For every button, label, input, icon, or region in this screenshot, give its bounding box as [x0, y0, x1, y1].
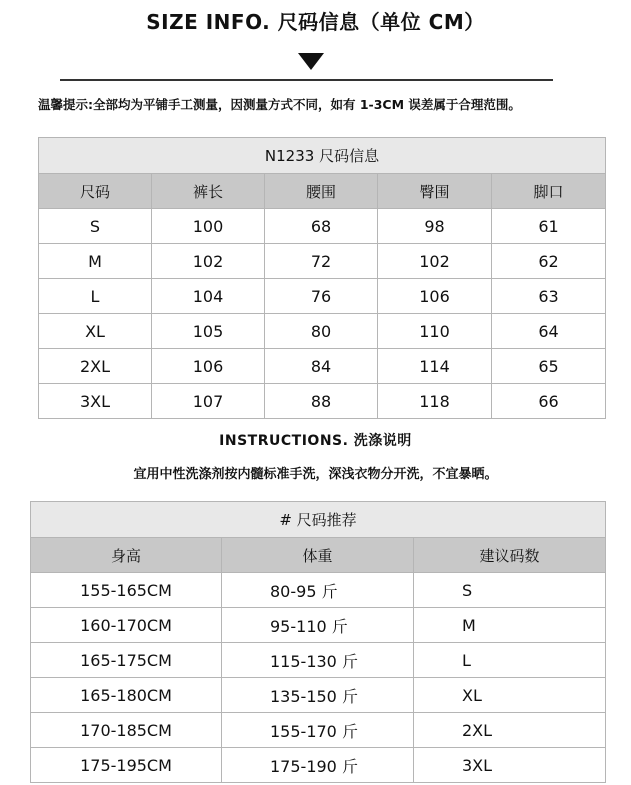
table-cell: 135-150 斤 — [222, 678, 414, 713]
table-cell: 110 — [378, 314, 492, 349]
divider — [60, 79, 553, 81]
down-arrow-icon — [298, 53, 324, 70]
recommend-table-caption: # 尺码推荐 — [31, 502, 606, 538]
size-info-table — [38, 137, 606, 419]
table-cell: 165-175CM — [31, 643, 222, 678]
table-row — [31, 713, 606, 748]
instructions-title: INSTRUCTIONS. 洗涤说明 — [219, 433, 412, 449]
column-header-waist: 腰围 — [265, 174, 378, 209]
page-title: SIZE INFO. 尺码信息（单位 CM） — [146, 10, 485, 34]
table-cell: 66 — [492, 384, 606, 419]
table-cell: S — [414, 573, 606, 608]
table-row — [31, 678, 606, 713]
measurement-tip: 温馨提示:全部均为平铺手工测量，因测量方式不同，如有 1-3CM 误差属于合理范围。 — [38, 97, 521, 112]
table-cell: S — [39, 209, 152, 244]
table-cell: 106 — [152, 349, 265, 384]
table-cell: 98 — [378, 209, 492, 244]
table-cell: 80 — [265, 314, 378, 349]
table-cell: 84 — [265, 349, 378, 384]
table-cell: 64 — [492, 314, 606, 349]
table-cell: 175-190 斤 — [222, 748, 414, 783]
table-cell: 3XL — [39, 384, 152, 419]
table-cell: 2XL — [414, 713, 606, 748]
table-cell: 104 — [152, 279, 265, 314]
table-cell: 2XL — [39, 349, 152, 384]
table-cell: 114 — [378, 349, 492, 384]
table-row — [31, 643, 606, 678]
table-row — [39, 384, 606, 419]
table-cell: 72 — [265, 244, 378, 279]
table-row — [39, 349, 606, 384]
table-cell: 80-95 斤 — [222, 573, 414, 608]
table-row — [31, 573, 606, 608]
table-row — [39, 279, 606, 314]
table-cell: XL — [414, 678, 606, 713]
table-cell: 88 — [265, 384, 378, 419]
column-header-hem: 脚口 — [492, 174, 606, 209]
table-cell: 160-170CM — [31, 608, 222, 643]
table-cell: 118 — [378, 384, 492, 419]
column-header-length: 裤长 — [152, 174, 265, 209]
table-row — [31, 608, 606, 643]
table-cell: 165-180CM — [31, 678, 222, 713]
table-cell: 102 — [152, 244, 265, 279]
table-cell: M — [39, 244, 152, 279]
table-cell: 63 — [492, 279, 606, 314]
table-cell: 175-195CM — [31, 748, 222, 783]
table-row — [31, 748, 606, 783]
table-cell: 170-185CM — [31, 713, 222, 748]
size-table-caption: N1233 尺码信息 — [39, 138, 606, 174]
table-cell: 68 — [265, 209, 378, 244]
table-cell: 100 — [152, 209, 265, 244]
table-cell: 3XL — [414, 748, 606, 783]
column-header-weight: 体重 — [222, 538, 414, 573]
size-recommendation-table — [30, 501, 606, 783]
column-header-suggested-size: 建议码数 — [414, 538, 606, 573]
table-cell: 61 — [492, 209, 606, 244]
table-cell: 115-130 斤 — [222, 643, 414, 678]
table-cell: 155-170 斤 — [222, 713, 414, 748]
table-row — [39, 209, 606, 244]
table-cell: L — [414, 643, 606, 678]
column-header-height: 身高 — [31, 538, 222, 573]
table-cell: L — [39, 279, 152, 314]
table-cell: 65 — [492, 349, 606, 384]
table-cell: 105 — [152, 314, 265, 349]
table-cell: 95-110 斤 — [222, 608, 414, 643]
column-header-hip: 臀围 — [378, 174, 492, 209]
table-cell: 107 — [152, 384, 265, 419]
table-cell: 102 — [378, 244, 492, 279]
table-cell: 62 — [492, 244, 606, 279]
table-row — [39, 314, 606, 349]
column-header-size: 尺码 — [39, 174, 152, 209]
table-cell: M — [414, 608, 606, 643]
table-cell: XL — [39, 314, 152, 349]
table-cell: 76 — [265, 279, 378, 314]
table-row — [39, 244, 606, 279]
instructions-text: 宜用中性洗涤剂按内髓标准手洗，深浅衣物分开洗，不宜暴晒。 — [133, 467, 498, 482]
table-cell: 106 — [378, 279, 492, 314]
table-cell: 155-165CM — [31, 573, 222, 608]
